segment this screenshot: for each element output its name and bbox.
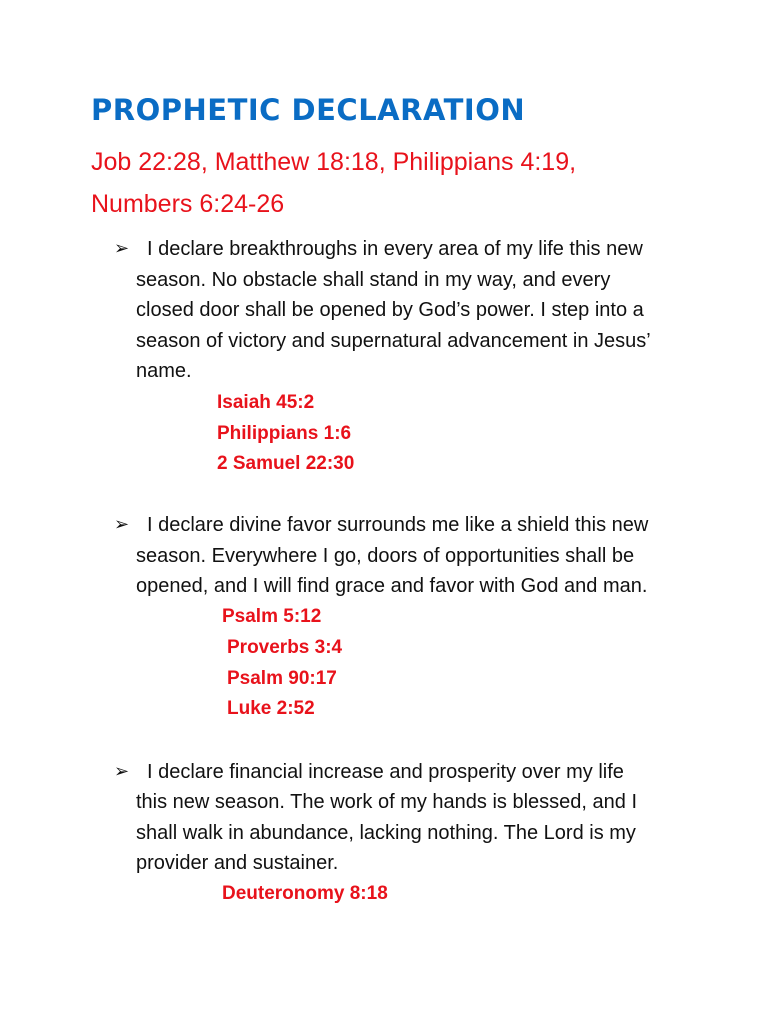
declaration-text-line: season. Everywhere I go, doors of opportunities shall be — [136, 545, 635, 567]
declaration-text-line: season of victory and supernatural advancement in Jesus’ — [136, 330, 651, 352]
scripture-reference: Philippians 1:6 — [217, 423, 352, 444]
scripture-reference: Deuteronomy 8:18 — [222, 883, 388, 904]
declaration-text-line: I declare financial increase and prosperity over my life — [147, 761, 624, 783]
page-title: PROPHETIC DECLARATION — [91, 93, 526, 127]
declaration-text-line: season. No obstacle shall stand in my way, and every — [136, 269, 611, 291]
declaration-text-line: opened, and I will find grace and favor with God and man. — [136, 575, 648, 597]
scripture-reference: Psalm 5:12 — [222, 606, 322, 627]
declaration-text-line: shall walk in abundance, lacking nothing. The Lord is my — [136, 822, 636, 844]
scripture-reference: Proverbs 3:4 — [227, 637, 343, 658]
scripture-reference: Luke 2:52 — [227, 698, 315, 719]
bullet-arrow-icon: ➢ — [114, 761, 130, 782]
scripture-reference: Psalm 90:17 — [227, 668, 337, 689]
declaration-text-line: I declare divine favor surrounds me like a shield this new — [147, 514, 649, 536]
heading-scripture-references: Numbers 6:24-26 — [91, 190, 285, 218]
heading-scripture-references: Job 22:28, Matthew 18:18, Philippians 4:19, — [91, 148, 577, 176]
declaration-text-line: provider and sustainer. — [136, 852, 339, 874]
declaration-text-line: this new season. The work of my hands is blessed, and I — [136, 791, 638, 813]
declaration-text-line: name. — [136, 360, 192, 382]
declaration-text-line: closed door shall be opened by God’s power. I step into a — [136, 299, 644, 321]
declaration-text-line: I declare breakthroughs in every area of my life this new — [147, 238, 643, 260]
bullet-arrow-icon: ➢ — [114, 514, 130, 535]
scripture-reference: 2 Samuel 22:30 — [217, 453, 355, 474]
scripture-reference: Isaiah 45:2 — [217, 392, 315, 413]
bullet-arrow-icon: ➢ — [114, 238, 130, 259]
